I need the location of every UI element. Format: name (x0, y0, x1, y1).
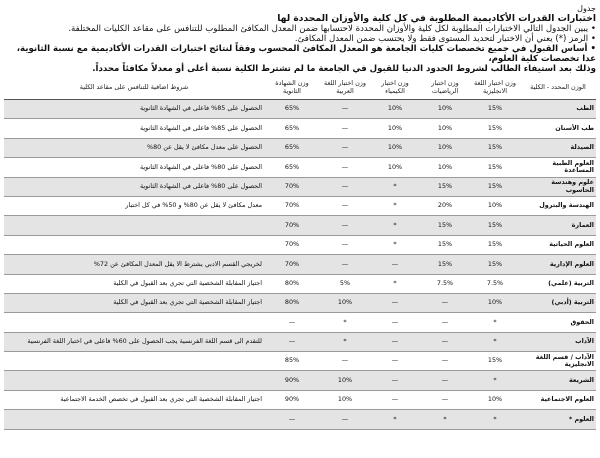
cell-chem: 10% (370, 119, 420, 138)
cell-chem: 10% (370, 138, 420, 157)
cell-english: 7.5% (470, 274, 520, 293)
cell-arabic: — (320, 196, 370, 215)
table-row (4, 138, 596, 157)
cell-english: 15% (470, 255, 520, 274)
cell-arabic: — (320, 255, 370, 274)
table-row (4, 196, 596, 215)
cell-conditions (4, 313, 264, 332)
cell-arabic: — (320, 119, 370, 138)
cell-chem: — (370, 371, 420, 390)
cell-english: * (470, 313, 520, 332)
cell-conditions: لخريجي القسم الادبي يشترط الا يقل المعدل المكافئ عن 72% (4, 255, 264, 274)
caption-bullet: • الرمز (*) يعني أن الاختبار لتحديد المستوى فقط ولا يحتسب ضمن المعدل المكافئ. (294, 34, 596, 44)
cell-chem: * (370, 235, 420, 254)
cell-english: 15% (470, 235, 520, 254)
cell-college: العلوم الحياتية (520, 235, 596, 254)
cell-conditions: الحصول على 85% فاعلى في الشهادة الثانوية (4, 100, 264, 119)
table-row (4, 100, 596, 119)
table-row (4, 216, 596, 235)
table-row (4, 352, 596, 371)
table-row (4, 255, 596, 274)
table-row (4, 158, 596, 177)
cell-secondary: 65% (264, 138, 320, 157)
header-arabic: وزن اختبار اللغة العربية (320, 77, 370, 100)
cell-math: — (420, 293, 470, 312)
cell-chem: * (370, 410, 420, 429)
table-row (4, 177, 596, 196)
cell-secondary: 65% (264, 119, 320, 138)
cell-conditions (4, 371, 264, 390)
header-college: الوزن المحدد - الكلية (520, 77, 596, 100)
cell-math: — (420, 313, 470, 332)
cell-secondary: 70% (264, 255, 320, 274)
cell-secondary: 70% (264, 177, 320, 196)
cell-english: 15% (470, 119, 520, 138)
cell-secondary: 80% (264, 293, 320, 312)
cell-english: 10% (470, 390, 520, 409)
cell-chem: * (370, 196, 420, 215)
cell-conditions: اجتياز المقابلة الشخصية التي تجري بعد القبول في الكلية (4, 274, 264, 293)
cell-english: * (470, 371, 520, 390)
cell-arabic: — (320, 100, 370, 119)
cell-college: الطب (520, 100, 596, 119)
table-row (4, 410, 596, 429)
cell-math: 15% (420, 235, 470, 254)
cell-arabic: * (320, 332, 370, 351)
cell-college: العلوم الطبية المساعدة (520, 158, 596, 177)
cell-english: * (470, 410, 520, 429)
table-row (4, 371, 596, 390)
cell-chem: — (370, 332, 420, 351)
cell-conditions (4, 216, 264, 235)
cell-math: 15% (420, 216, 470, 235)
table-header-row (4, 77, 596, 100)
cell-arabic: — (320, 235, 370, 254)
cell-college: طب الأسنان (520, 119, 596, 138)
cell-arabic: — (320, 216, 370, 235)
cell-chem: * (370, 216, 420, 235)
cell-math: 10% (420, 138, 470, 157)
cell-conditions: اجتياز المقابلة الشخصية التي تجري بعد القبول في الكلية (4, 293, 264, 312)
cell-college: العمارة (520, 216, 596, 235)
cell-chem: — (370, 313, 420, 332)
cell-conditions: معدل مكافئ لا يقل عن 80% و 50% في كل اختبار (4, 196, 264, 215)
cell-arabic: — (320, 177, 370, 196)
cell-math: 10% (420, 158, 470, 177)
header-conditions: شروط اضافية للتنافس على مقاعد الكلية (4, 77, 264, 100)
cell-conditions: الحصول على 80% فاعلى في الشهادة الثانوية (4, 158, 264, 177)
caption-bullet: • أساس القبول في جميع تخصصات كليات الجامعة هو المعدل المكافئ المحسوب وفقاً لنتائج اختبارات القدرات الأكاديمية مع نسبة الثانوية، عدا تخصصات كلية العلوم، (16, 44, 596, 64)
cell-arabic: 10% (320, 371, 370, 390)
cell-chem: — (370, 293, 420, 312)
cell-math: — (420, 352, 470, 371)
table-row (4, 313, 596, 332)
cell-arabic: — (320, 158, 370, 177)
cell-secondary: — (264, 313, 320, 332)
cell-english: 15% (470, 177, 520, 196)
cell-secondary: 90% (264, 371, 320, 390)
cell-secondary: 65% (264, 100, 320, 119)
cell-college: التربية (علمي) (520, 274, 596, 293)
cell-college: الحقوق (520, 313, 596, 332)
cell-chem: — (370, 352, 420, 371)
table-row (4, 293, 596, 312)
cell-english: 10% (470, 293, 520, 312)
weights-table (4, 77, 596, 430)
cell-conditions (4, 235, 264, 254)
cell-college: الآداب / قسم اللغة الانجليزية (520, 352, 596, 371)
cell-college: الشريعة (520, 371, 596, 390)
header-math: وزن اختبار الرياضيات (420, 77, 470, 100)
cell-arabic: 5% (320, 274, 370, 293)
cell-conditions (4, 410, 264, 429)
cell-secondary: 70% (264, 235, 320, 254)
cell-conditions: الحصول على 85% فاعلى في الشهادة الثانوية (4, 119, 264, 138)
cell-chem: 10% (370, 100, 420, 119)
cell-arabic: 10% (320, 390, 370, 409)
cell-secondary: — (264, 410, 320, 429)
cell-chem: — (370, 255, 420, 274)
cell-math: — (420, 390, 470, 409)
cell-math: — (420, 332, 470, 351)
table-row (4, 119, 596, 138)
cell-arabic: — (320, 138, 370, 157)
cell-secondary: 70% (264, 196, 320, 215)
cell-chem: 10% (370, 158, 420, 177)
cell-college: الآداب (520, 332, 596, 351)
caption-bullet: وذلك بعد استيفاء الطالب لشروط الحدود الدنيا للقبول في الجامعة ما لم تشترط الكلية نسبة أعلى أو معدلاً مكافئاً محدداً. (92, 64, 596, 74)
header-chem: وزن اختبار الكيمياء (370, 77, 420, 100)
table-caption (4, 4, 596, 74)
cell-math: — (420, 371, 470, 390)
caption-title: اختبارات القدرات الأكاديمية المطلوبة في كل كلية والأوزان المحددة لها (277, 13, 596, 24)
cell-conditions (4, 352, 264, 371)
table-row (4, 332, 596, 351)
cell-english: 15% (470, 216, 520, 235)
cell-math: 15% (420, 255, 470, 274)
header-english: وزن اختبار اللغة الانجليزية (470, 77, 520, 100)
cell-math: 20% (420, 196, 470, 215)
cell-college: التربية (أدبي) (520, 293, 596, 312)
cell-secondary: 70% (264, 216, 320, 235)
header-secondary: وزن الشهادة الثانوية (264, 77, 320, 100)
cell-chem: * (370, 177, 420, 196)
cell-english: 15% (470, 352, 520, 371)
cell-math: 10% (420, 119, 470, 138)
table-body (4, 100, 596, 430)
cell-arabic: 10% (320, 293, 370, 312)
cell-conditions: الحصول على معدل مكافئ لا يقل عن 80% (4, 138, 264, 157)
cell-college: العلوم الإدارية (520, 255, 596, 274)
cell-college: علوم وهندسة الحاسوب (520, 177, 596, 196)
cell-chem: * (370, 274, 420, 293)
cell-secondary: — (264, 332, 320, 351)
cell-conditions: الحصول على 80% فاعلى في الشهادة الثانوية (4, 177, 264, 196)
table-row (4, 274, 596, 293)
cell-secondary: 80% (264, 274, 320, 293)
cell-college: العلوم * (520, 410, 596, 429)
cell-college: الهندسة والبترول (520, 196, 596, 215)
cell-english: * (470, 332, 520, 351)
caption-bullet: • يبين الجدول التالي الاختبارات المطلوبة لكل كلية والأوزان المحددة لاحتسابها ضمن المعدل المكافئ المطلوب للتنافس على مقاعد الكليات المختلفة. (68, 24, 596, 34)
cell-arabic: — (320, 352, 370, 371)
caption-label: جدول (577, 4, 596, 13)
cell-secondary: 90% (264, 390, 320, 409)
cell-arabic: — (320, 410, 370, 429)
cell-math: 10% (420, 100, 470, 119)
cell-english: 15% (470, 138, 520, 157)
cell-arabic: * (320, 313, 370, 332)
cell-secondary: 85% (264, 352, 320, 371)
cell-conditions: اجتياز المقابلة الشخصية التي تجري بعد القبول في تخصص الخدمة الاجتماعية (4, 390, 264, 409)
cell-secondary: 65% (264, 158, 320, 177)
cell-college: الصيدلة (520, 138, 596, 157)
cell-conditions: للتقدم الى قسم اللغة الفرنسية يجب الحصول على 60% فاعلى في اختبار اللغة الفرنسية (4, 332, 264, 351)
table-row (4, 390, 596, 409)
cell-math: 15% (420, 177, 470, 196)
cell-college: العلوم الاجتماعية (520, 390, 596, 409)
cell-chem: — (370, 390, 420, 409)
cell-english: 10% (470, 196, 520, 215)
table-row (4, 235, 596, 254)
cell-english: 15% (470, 100, 520, 119)
cell-english: 15% (470, 158, 520, 177)
cell-math: * (420, 410, 470, 429)
cell-math: 7.5% (420, 274, 470, 293)
